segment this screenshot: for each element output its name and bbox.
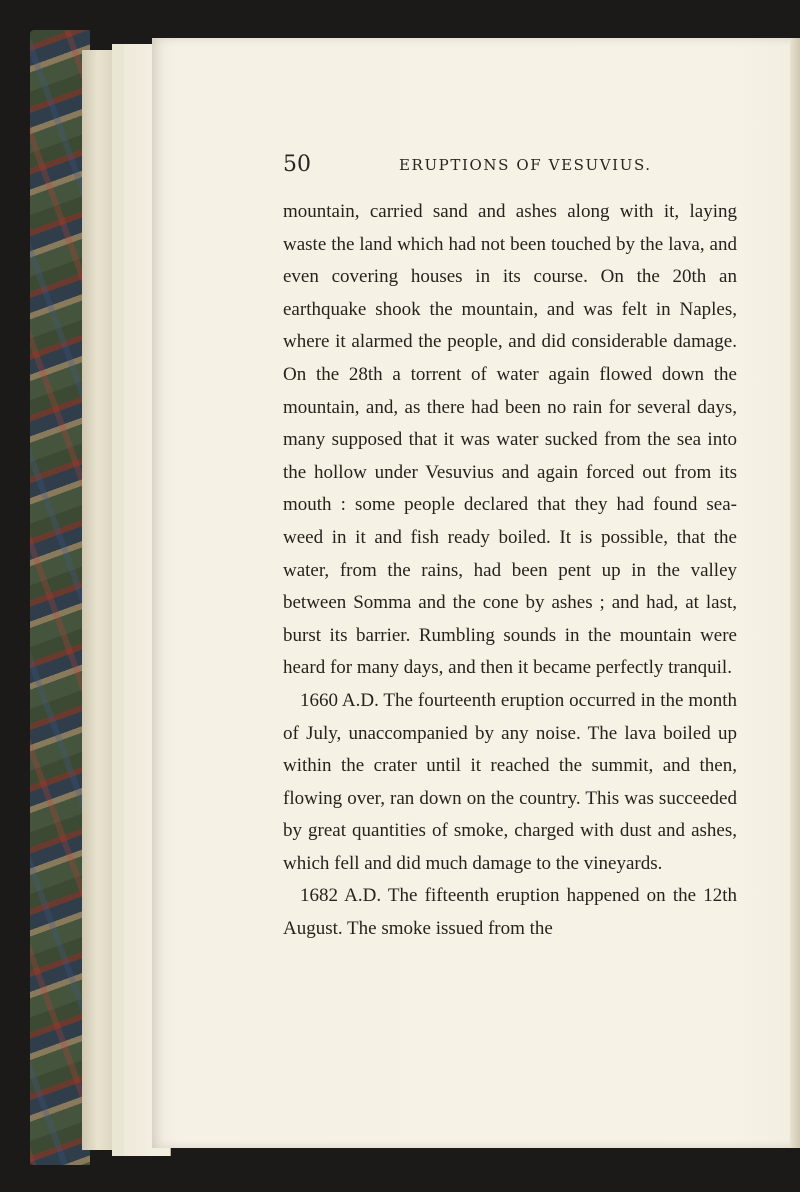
body-text bbox=[283, 196, 737, 946]
marbled-cover bbox=[30, 30, 90, 1165]
paragraph: mountain, carried sand and ashes along with it, laying waste the land which had not been touched by the lava, and even covering houses in its course. On the 20th an earthquake shook the mountain, and was felt in Naples, where it alarmed the people, and did considerable damage. On the 28th a torrent of water again flowed down the mountain, and, as there had been no rain for several days, many supposed that it was water sucked from the sea into the hollow under Vesuvius and again forced out from its mouth : some people declared that they had found sea-weed in it and fish ready boiled. It is possible, that the water, from the rains, had been pent up in the valley between Somma and the cone by ashes ; and had, at last, burst its barrier. Rumbling sounds in the mountain were heard for many days, and then it became perfectly tranquil. bbox=[283, 201, 737, 679]
paragraph: 1682 A.D. The fifteenth eruption happened on the 12th August. The smoke issued from the bbox=[283, 885, 737, 940]
page-edge bbox=[790, 38, 800, 1148]
paragraph: 1660 A.D. The fourteenth eruption occurred in the month of July, unaccompanied by any noise. The lava boiled up within the crater until it reached the summit, and then, flowing over, ran down on the country. This was succeeded by great quantities of smoke, charged with dust and ashes, which fell and did much damage to the vineyards. bbox=[283, 689, 737, 874]
page-number: 50 bbox=[283, 152, 311, 177]
running-head: ERUPTIONS OF VESUVIUS. bbox=[399, 156, 652, 174]
page-header bbox=[283, 150, 737, 180]
